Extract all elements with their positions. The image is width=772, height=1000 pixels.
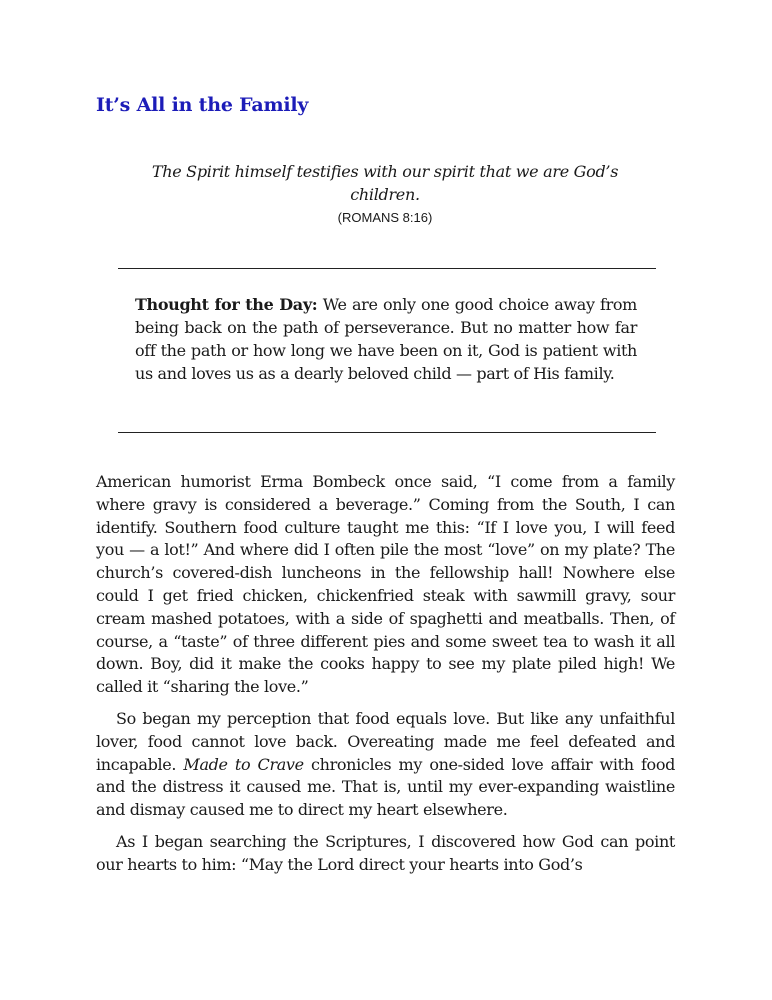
divider-bottom	[118, 432, 656, 433]
thought-for-the-day	[135, 293, 637, 385]
paragraph-3: As I began searching the Scriptures, I discovered how God can point our hearts to him: “May the Lord direct your hearts into God’s	[96, 831, 675, 874]
book-title: Made to Crave	[183, 754, 304, 774]
paragraph-2-end: chronicles my one-sided love affair with food and the distress it caused me. That is, until my ever-expanding waistline and dismay caused me to direct my heart elsewhere.	[96, 754, 675, 820]
thought-label: Thought for the Day:	[135, 295, 318, 314]
paragraph-2-start: So began my perception that food equals love. But like any unfaithful lover, food cannot love back. Overeating made me feel defeated and incapable.	[96, 708, 675, 774]
divider-top	[118, 268, 656, 269]
paragraph-2	[96, 708, 675, 822]
epigraph-text: The Spirit himself testifies with our spirit that we are God’s children.	[151, 162, 619, 204]
epigraph	[140, 160, 630, 225]
paragraph-1: American humorist Erma Bombeck once said, “I come from a family where gravy is considered a beverage.” Coming from the South, I can identify. Southern food culture taught me this: “If I love you, I will feed you — a lot!” And where did I often pile the most “love” on my plate? The church’s covered-dish luncheons in the fellowship hall! Nowhere else could I get fried chicken, chickenfried steak with sawmill gravy, sour cream mashed potatoes, with a side of spaghetti and meatballs. Then, of course, a “taste” of three different pies and some sweet tea to wash it all down. Boy, did it make the cooks happy to see my plate piled high! We called it “sharing the love.”	[96, 472, 675, 697]
body-text	[96, 471, 675, 886]
chapter-title: It’s All in the Family	[96, 94, 309, 116]
thought-text: We are only one good choice away from being back on the path of perseverance. But no matter how far off the path or how long we have been on it, God is patient with us and loves us as a dearly beloved child — part of His family.	[135, 295, 637, 383]
epigraph-reference: (ROMANS 8:16)	[337, 210, 433, 225]
